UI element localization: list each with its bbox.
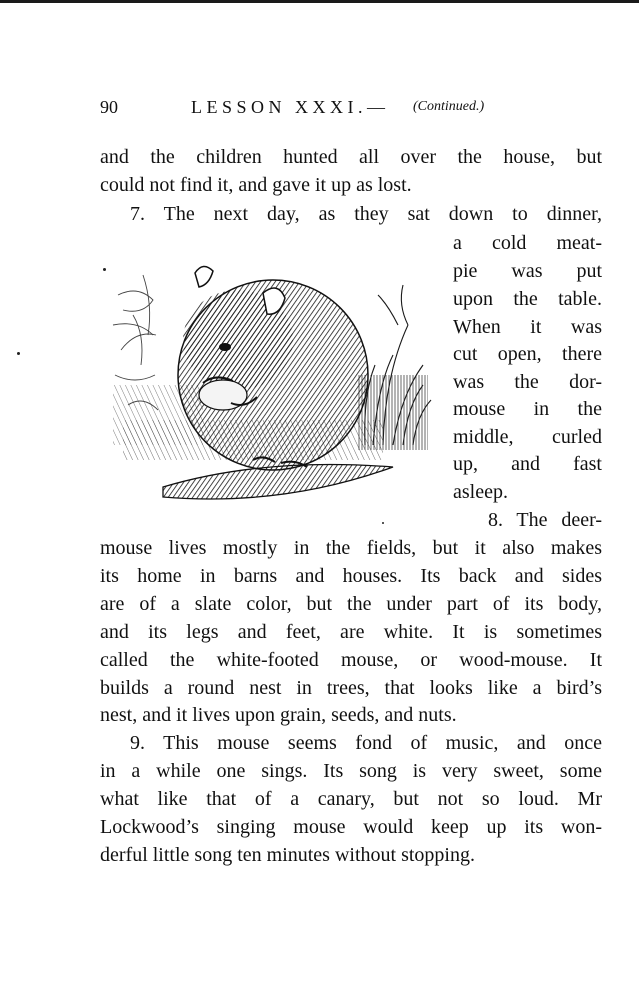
text-line: and its legs and feet, are white. It is sometimes — [100, 621, 602, 643]
text-line: cut open, there — [453, 343, 602, 365]
paragraph-8-first-line: 8. The deer- — [488, 509, 602, 531]
text-line: Lockwood’s singing mouse would keep up its won- — [100, 816, 602, 838]
text-line: up, and fast — [453, 453, 602, 475]
dormouse-illustration — [103, 255, 439, 507]
text-line: mouse lives mostly in the fields, but it also makes — [100, 537, 602, 559]
text-line: nest, and it lives upon grain, seeds, and nuts. — [100, 704, 457, 726]
page-header — [100, 92, 600, 122]
text-line: builds a round nest in trees, that looks like a bird’s — [100, 677, 602, 699]
text-line: a cold meat- — [453, 232, 602, 254]
text-line: called the white-footed mouse, or wood-mouse. It — [100, 649, 602, 671]
text-line: could not find it, and gave it up as lost. — [100, 174, 412, 196]
continued-label: (Continued.) — [413, 99, 485, 114]
text-line: and the children hunted all over the house, but — [100, 146, 602, 168]
print-speck — [17, 352, 20, 355]
page-top-edge — [0, 0, 639, 3]
paragraph-7-first-line: 7. The next day, as they sat down to dinner, — [130, 203, 602, 225]
text-line: mouse in the — [453, 398, 602, 420]
text-line: pie was put — [453, 260, 602, 282]
print-speck — [103, 268, 106, 271]
text-line: derful little song ten minutes without stopping. — [100, 844, 475, 866]
print-speck — [382, 522, 384, 524]
text-line: are of a slate color, but the under part of its body, — [100, 593, 602, 615]
text-line: upon the table. — [453, 288, 602, 310]
lesson-title: LESSON XXXI.— — [191, 97, 390, 117]
text-line: what like that of a canary, but not so loud. Mr — [100, 788, 602, 810]
paragraph-9-first-line: 9. This mouse seems fond of music, and once — [130, 732, 602, 754]
text-line: middle, curled — [453, 426, 602, 448]
text-line: When it was — [453, 316, 602, 338]
text-line: asleep. — [453, 481, 508, 503]
text-line: was the dor- — [453, 371, 602, 393]
text-line: in a while one sings. Its song is very sweet, some — [100, 760, 602, 782]
page-number: 90 — [100, 97, 118, 117]
text-line: its home in barns and houses. Its back and sides — [100, 565, 602, 587]
